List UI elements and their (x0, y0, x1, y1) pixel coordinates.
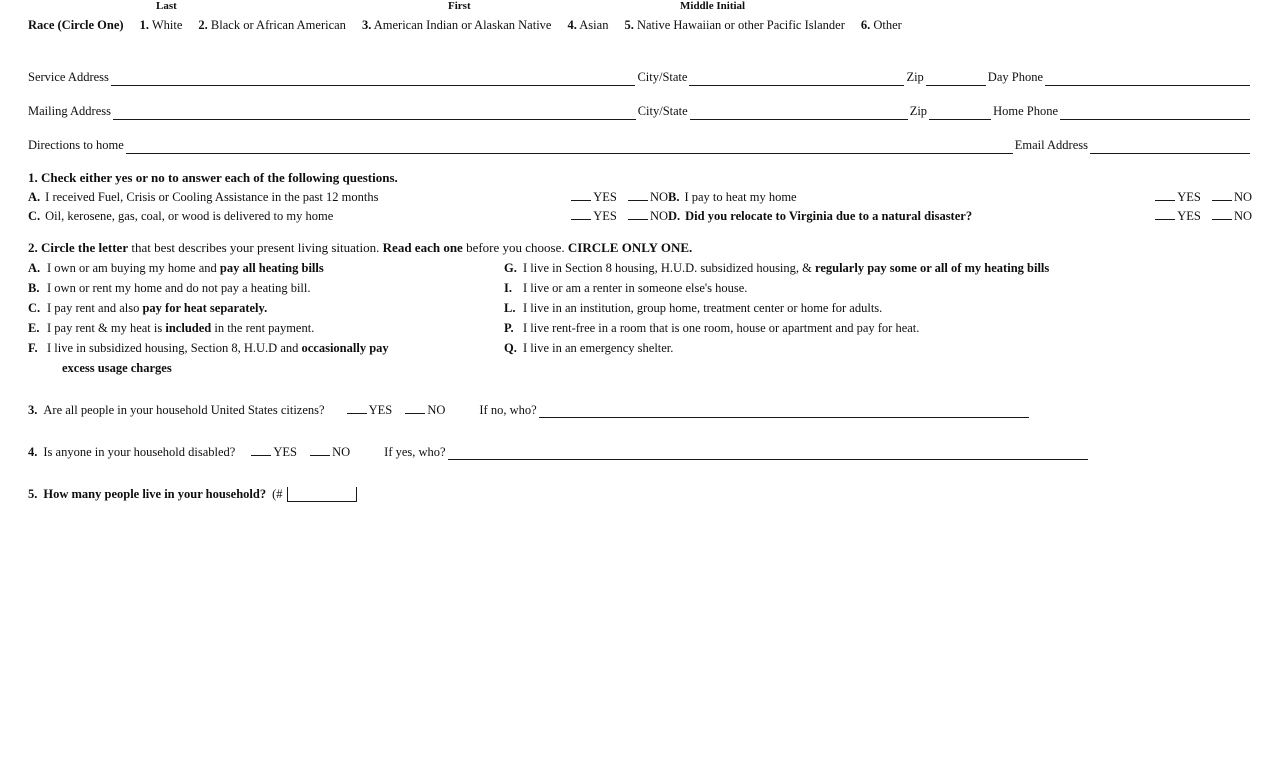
race-option-white[interactable] (140, 18, 183, 33)
race-option-black-label: Black or African American (210, 18, 346, 32)
mailing-city-state-input[interactable] (690, 108, 908, 121)
question-1a-yes-blank[interactable] (571, 200, 591, 201)
question-1b-text: I pay to heat my home (684, 190, 797, 204)
question-3-answers[interactable] (347, 403, 446, 418)
choice-l[interactable] (504, 301, 1252, 316)
question-1a-no-label: NO (649, 190, 668, 204)
question-1c-answers[interactable] (571, 209, 668, 224)
choice-f-text-bold: occasionally pay (301, 341, 389, 355)
choice-e-text-bold: included (165, 321, 212, 335)
question-4 (28, 438, 1252, 460)
choice-q[interactable] (504, 341, 1252, 356)
question-1b (668, 190, 1252, 205)
question-4-yes-blank[interactable] (251, 455, 271, 456)
question-1a-answers[interactable] (571, 190, 668, 205)
service-zip-label: Zip (906, 70, 924, 84)
race-option-other-number: 6. (860, 18, 871, 32)
choice-f[interactable] (28, 341, 504, 356)
caption-last-name: Last (156, 0, 177, 12)
section-2 (28, 240, 1252, 376)
question-4-yes-label: YES (273, 445, 297, 459)
question-1b-answers[interactable] (1155, 190, 1252, 205)
question-5-text: How many people live in your household? (43, 487, 267, 501)
section-2-heading-bold-2: Read each one (382, 240, 463, 255)
race-option-other[interactable] (861, 18, 902, 33)
choice-p-letter: P. (504, 321, 514, 335)
section-1-questions (28, 190, 1252, 224)
question-3 (28, 396, 1252, 418)
question-1b-no-label: NO (1233, 190, 1252, 204)
choice-c-text: I pay rent and also (47, 301, 143, 315)
section-2-heading-normal-2: before you choose. (462, 240, 568, 255)
question-5-count-input[interactable] (287, 487, 357, 502)
choice-b[interactable] (28, 281, 504, 296)
question-1c (28, 209, 668, 224)
race-option-native-american-label: American Indian or Alaskan Native (373, 18, 552, 32)
race-option-native-american-number: 3. (361, 18, 372, 32)
mailing-address-input[interactable] (113, 108, 636, 121)
directions-input[interactable] (126, 142, 1013, 155)
question-3-no-label: NO (427, 403, 446, 417)
email-address-label: Email Address (1014, 138, 1088, 152)
choice-i-text: I live or am a renter in someone else's house. (523, 281, 748, 295)
choice-p[interactable] (504, 321, 1252, 336)
choice-g[interactable] (504, 261, 1252, 276)
section-2-heading (28, 240, 1252, 256)
question-1d-letter: D. (668, 209, 681, 223)
mailing-zip-input[interactable] (929, 108, 991, 121)
question-1d-answers[interactable] (1155, 209, 1252, 224)
race-option-white-label: White (151, 18, 183, 32)
question-1b-yes-label: YES (1177, 190, 1201, 204)
race-option-asian[interactable] (567, 18, 608, 33)
service-zip-input[interactable] (926, 74, 986, 87)
caption-first-name: First (448, 0, 471, 12)
mailing-zip-label: Zip (909, 104, 928, 118)
section-2-number: 2. (28, 240, 38, 255)
choice-l-letter: L. (504, 301, 516, 315)
question-3-if-no-input[interactable] (539, 406, 1029, 419)
choice-e-text: I pay rent & my heat is (47, 321, 166, 335)
question-3-text: Are all people in your household United States citizens? (43, 403, 325, 417)
choice-i[interactable] (504, 281, 1252, 296)
choice-f-text: I live in subsidized housing, Section 8, H.U.D and (47, 341, 302, 355)
question-1d-no-label: NO (1233, 209, 1252, 223)
day-phone-label: Day Phone (987, 70, 1043, 84)
choice-g-text-bold: regularly pay some or all of my heating bills (815, 261, 1050, 275)
race-option-white-number: 1. (139, 18, 149, 32)
question-3-no-blank[interactable] (405, 413, 425, 414)
question-1c-letter: C. (28, 209, 41, 223)
question-1c-yes-blank[interactable] (571, 219, 591, 220)
choice-e-letter: E. (28, 321, 40, 335)
day-phone-input[interactable] (1045, 74, 1250, 87)
choice-b-text: I own or rent my home and do not pay a heating bill. (47, 281, 311, 295)
question-1c-no-blank[interactable] (628, 219, 648, 220)
race-option-other-label: Other (873, 18, 902, 32)
caption-middle-initial: Middle Initial (680, 0, 746, 12)
choice-p-text: I live rent-free in a room that is one room, house or apartment and pay for heat. (523, 321, 920, 335)
service-city-state-input[interactable] (689, 74, 904, 87)
section-1-heading-text: Check either yes or no to answer each of the following questions. (41, 170, 398, 185)
choice-c[interactable] (28, 301, 504, 316)
question-3-yes-blank[interactable] (347, 413, 367, 414)
race-option-pacific-islander-label: Native Hawaiian or other Pacific Islander (636, 18, 845, 32)
question-3-yes-label: YES (368, 403, 393, 417)
question-1b-yes-blank[interactable] (1155, 200, 1175, 201)
service-address-input[interactable] (111, 74, 636, 87)
choice-b-letter: B. (28, 281, 40, 295)
choice-l-text: I live in an institution, group home, treatment center or home for adults. (523, 301, 883, 315)
name-line-captions (28, 0, 1252, 14)
section-1-heading (28, 170, 1252, 186)
question-1c-yes-label: YES (593, 209, 617, 223)
race-option-asian-number: 4. (567, 18, 577, 32)
section-2-heading-bold-1: Circle the letter (41, 240, 129, 255)
question-3-number: 3. (28, 403, 38, 417)
choice-e[interactable] (28, 321, 504, 336)
question-4-if-yes-input[interactable] (448, 448, 1088, 461)
question-1d-yes-label: YES (1177, 209, 1201, 223)
choice-a-letter: A. (28, 261, 41, 275)
choice-g-text: I live in Section 8 housing, H.U.D. subsidized housing, & (523, 261, 815, 275)
section-2-choices (28, 261, 1252, 376)
choice-f-letter: F. (28, 341, 38, 355)
question-1a-yes-label: YES (593, 190, 617, 204)
question-5 (28, 480, 1252, 502)
question-1a (28, 190, 668, 205)
question-4-answers[interactable] (251, 445, 350, 460)
email-address-input[interactable] (1090, 142, 1250, 155)
question-1a-text: I received Fuel, Crisis or Cooling Assistance in the past 12 months (45, 190, 379, 204)
mailing-address-label: Mailing Address (28, 104, 111, 118)
race-label: Race (Circle One) (28, 18, 124, 32)
question-4-text: Is anyone in your household disabled? (43, 445, 236, 459)
service-address-row (28, 52, 1252, 86)
question-3-if-no-label: If no, who? (479, 403, 537, 417)
choice-c-text-bold: pay for heat separately. (142, 301, 268, 315)
directions-row (28, 120, 1252, 154)
question-1a-no-blank[interactable] (628, 200, 648, 201)
question-1c-no-label: NO (649, 209, 668, 223)
question-1b-letter: B. (668, 190, 680, 204)
question-1d-no-blank[interactable] (1212, 219, 1232, 220)
question-1c-text: Oil, kerosene, gas, coal, or wood is delivered to my home (45, 209, 334, 223)
question-1a-letter: A. (28, 190, 41, 204)
race-option-black-number: 2. (198, 18, 208, 32)
choice-f-continuation: excess usage charges (62, 361, 172, 375)
choice-i-letter: I. (504, 281, 512, 295)
question-5-suffix: (# (272, 487, 283, 501)
choice-a[interactable] (28, 261, 504, 276)
mailing-address-row (28, 86, 1252, 120)
address-block (28, 52, 1252, 154)
question-5-number: 5. (28, 487, 38, 501)
service-address-label: Service Address (28, 70, 109, 84)
section-1 (28, 170, 1252, 224)
race-selection-row[interactable] (28, 18, 1252, 38)
choice-q-letter: Q. (504, 341, 517, 355)
choice-a-text-bold: pay all heating bills (219, 261, 324, 275)
choice-q-text: I live in an emergency shelter. (523, 341, 674, 355)
section-1-number: 1. (28, 170, 38, 185)
race-option-native-american[interactable] (362, 18, 552, 33)
choice-g-letter: G. (504, 261, 517, 275)
question-4-number: 4. (28, 445, 38, 459)
race-option-asian-label: Asian (579, 18, 609, 32)
question-1d (668, 209, 1252, 224)
section-2-heading-bold-3: CIRCLE ONLY ONE. (567, 240, 693, 255)
question-4-no-label: NO (332, 445, 351, 459)
choice-c-letter: C. (28, 301, 41, 315)
service-city-state-label: City/State (637, 70, 688, 84)
race-option-pacific-islander-number: 5. (624, 18, 634, 32)
question-1b-no-blank[interactable] (1212, 200, 1232, 201)
home-phone-label: Home Phone (993, 104, 1058, 118)
question-1d-yes-blank[interactable] (1155, 219, 1175, 220)
choice-a-text: I own or am buying my home and (47, 261, 220, 275)
section-2-heading-normal-1: that best describes your present living situation. (128, 240, 383, 255)
home-phone-input[interactable] (1060, 108, 1250, 121)
choice-e-text-after: in the rent payment. (211, 321, 315, 335)
question-1d-text: Did you relocate to Virginia due to a natural disaster? (685, 209, 973, 223)
question-4-no-blank[interactable] (310, 455, 330, 456)
directions-label: Directions to home (28, 138, 124, 152)
race-option-pacific-islander[interactable] (624, 18, 844, 33)
question-4-if-yes-label: If yes, who? (384, 445, 446, 459)
race-option-black[interactable] (198, 18, 346, 33)
mailing-city-state-label: City/State (637, 104, 688, 118)
